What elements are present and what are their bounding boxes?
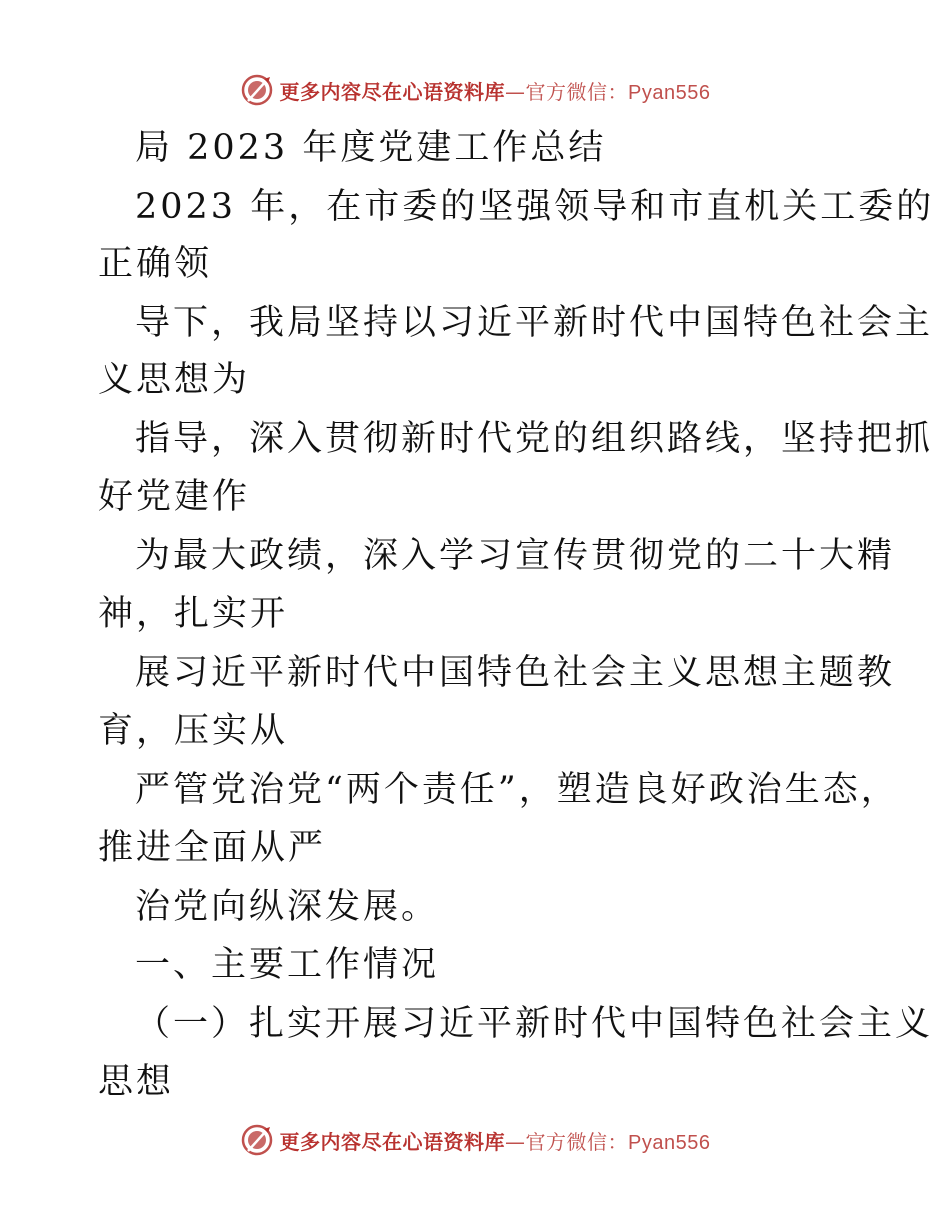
paragraph-line: 为最大政绩，深入学习宣传贯彻党的二十大精 bbox=[135, 536, 896, 576]
paragraph-line: 展习近平新时代中国特色社会主义思想主题教 bbox=[135, 653, 896, 693]
paragraph-line: 严管党治党“两个责任”，塑造良好政治生态， bbox=[135, 770, 899, 810]
paragraph-line: 导下，我局坚持以习近平新时代中国特色社会主 bbox=[135, 303, 934, 343]
paragraph-line: 义思想为 bbox=[98, 360, 251, 400]
subsection-heading: （一）扎实开展习近平新时代中国特色社会主义 bbox=[135, 1004, 934, 1044]
section-heading: 一、主要工作情况 bbox=[135, 945, 440, 985]
paragraph-line: 治党向纵深发展。 bbox=[135, 887, 440, 927]
paragraph-line: 育，压实从 bbox=[98, 711, 289, 751]
footer-watermark bbox=[0, 1120, 950, 1160]
paragraph-line: 推进全面从严 bbox=[98, 828, 327, 868]
paragraph-line: 思想 bbox=[98, 1062, 175, 1102]
header-watermark bbox=[0, 70, 950, 110]
watermark-text: 更多内容尽在心语资料库—官方微信：Pyan556 bbox=[279, 79, 711, 104]
paragraph-line: 指导，深入贯彻新时代党的组织路线，坚持把抓 bbox=[135, 419, 934, 459]
paragraph-line: 好党建作 bbox=[98, 477, 251, 517]
quill-seal-icon bbox=[240, 1123, 274, 1157]
watermark-text: 更多内容尽在心语资料库—官方微信：Pyan556 bbox=[279, 1129, 711, 1154]
paragraph-line: 2023 年，在市委的坚强领导和市直机关工委的 bbox=[135, 187, 935, 227]
document-title: 局 2023 年度党建工作总结 bbox=[135, 128, 607, 168]
paragraph-line: 神，扎实开 bbox=[98, 594, 289, 634]
paragraph-line: 正确领 bbox=[98, 244, 213, 284]
quill-seal-icon bbox=[240, 73, 274, 107]
